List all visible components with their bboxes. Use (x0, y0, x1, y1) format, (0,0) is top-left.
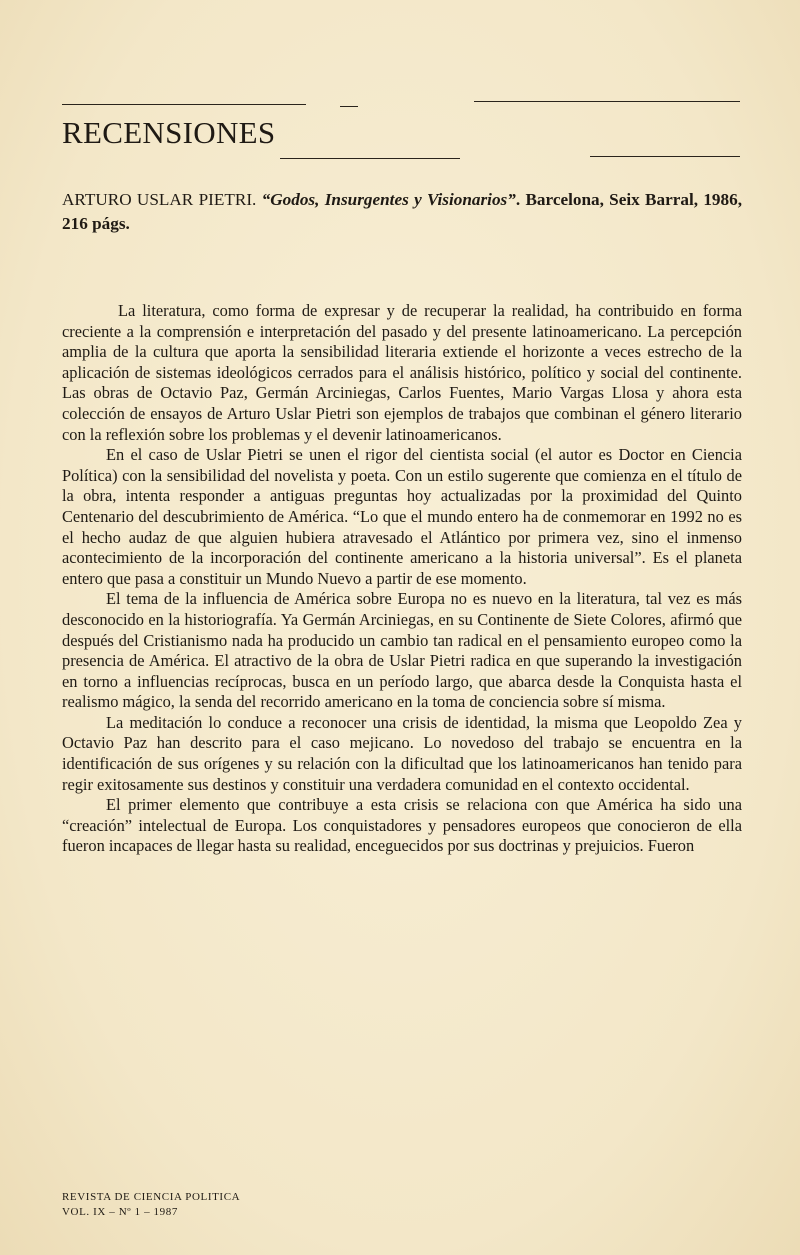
journal-footer (62, 1190, 240, 1220)
title-rule-right (590, 156, 740, 157)
review-body (62, 301, 742, 857)
review-citation (62, 188, 742, 236)
top-rule-right (474, 101, 740, 102)
review-book-title: “Godos, Insurgentes y Visionarios” (261, 190, 516, 209)
paragraph: El tema de la influencia de América sobre Europa no es nuevo en la literatura, tal vez es más desconocido en la historiografía. Ya Germán Arciniegas, en su Continente de Siete Colores, afirmó que después del Cristianismo nada ha producido un cambio tan radical en el pensamiento europeo como la presencia de América. El atractivo de la obra de Uslar Pietri radica en que superando la investigación en torno a influencias recíprocas, busca en un período largo, que abarca desde la Conquista hasta el realismo mágico, la senda del recorrido americano en la toma de conciencia sobre sí misma. (62, 589, 742, 712)
paragraph: La meditación lo conduce a reconocer una crisis de identidad, la misma que Leopoldo Zea y Octavio Paz han descrito para el caso mejicano. Lo novedoso del trabajo se encuentra en la identificación de sus orígenes y su relación con la dificultad que los latinoamericanos han tenido para regir exitosamente sus destinos y constituir una verdadera comunidad en el contexto occidental. (62, 712, 742, 794)
journal-name: REVISTA DE CIENCIA POLITICA (62, 1191, 241, 1203)
paragraph: En el caso de Uslar Pietri se unen el rigor del cientista social (el autor es Doctor en Ciencia Política) con la sensibilidad del novelista y poeta. Con un estilo sugerente que comienza en el título de la obra, intenta responder a antiguas preguntas hoy actualizadas por la proximidad del Quinto Centenario del descubrimiento de América. “Lo que el mundo entero ha de conmemorar en 1992 no es el hecho audaz de que alguien hubiera atravesado el Atlántico por primera vez, sino el inmenso acontecimiento de la incorporación del continente americano a la historia universal”. Es el planeta entero que pasa a constituir un Mundo Nuevo a partir de ese momento. (62, 445, 742, 588)
review-publication: . Barcelona, Seix Barral, 1986, 216 págs. (62, 190, 742, 233)
top-rule-left (62, 104, 306, 105)
title-underline (280, 158, 460, 159)
paragraph: El primer elemento que contribuye a esta crisis se relaciona con que América ha sido una “creación” intelectual de Europa. Los conquistadores y pensadores europeos que conocieron de ella fueron incapaces de llegar hasta su realidad, enceguecidos por sus doctrinas y prejuicios. Fueron (62, 795, 742, 856)
journal-volume: VOL. IX – Nº 1 – 1987 (62, 1206, 178, 1218)
section-title: RECENSIONES (62, 115, 276, 150)
paragraph: La literatura, como forma de expresar y de recuperar la realidad, ha contribuido en forma creciente a la comprensión e interpretación del pasado y del presente latinoamericano. La percepción amplia de la cultura que aporta la sensibilidad literaria extiende el horizonte a veces estrecho de la aplicación de sistemas ideológicos cerrados para el análisis histórico, político y social del continente. Las obras de Octavio Paz, Germán Arciniegas, Carlos Fuentes, Mario Vargas Llosa y ahora esta colección de ensayos de Arturo Uslar Pietri son ejemplos de trabajos que combinan el género literario con la reflexión sobre los problemas y el devenir latinoamericanos. (62, 301, 742, 444)
review-author: ARTURO USLAR PIETRI. (62, 190, 257, 209)
top-rule-mark (340, 106, 358, 107)
